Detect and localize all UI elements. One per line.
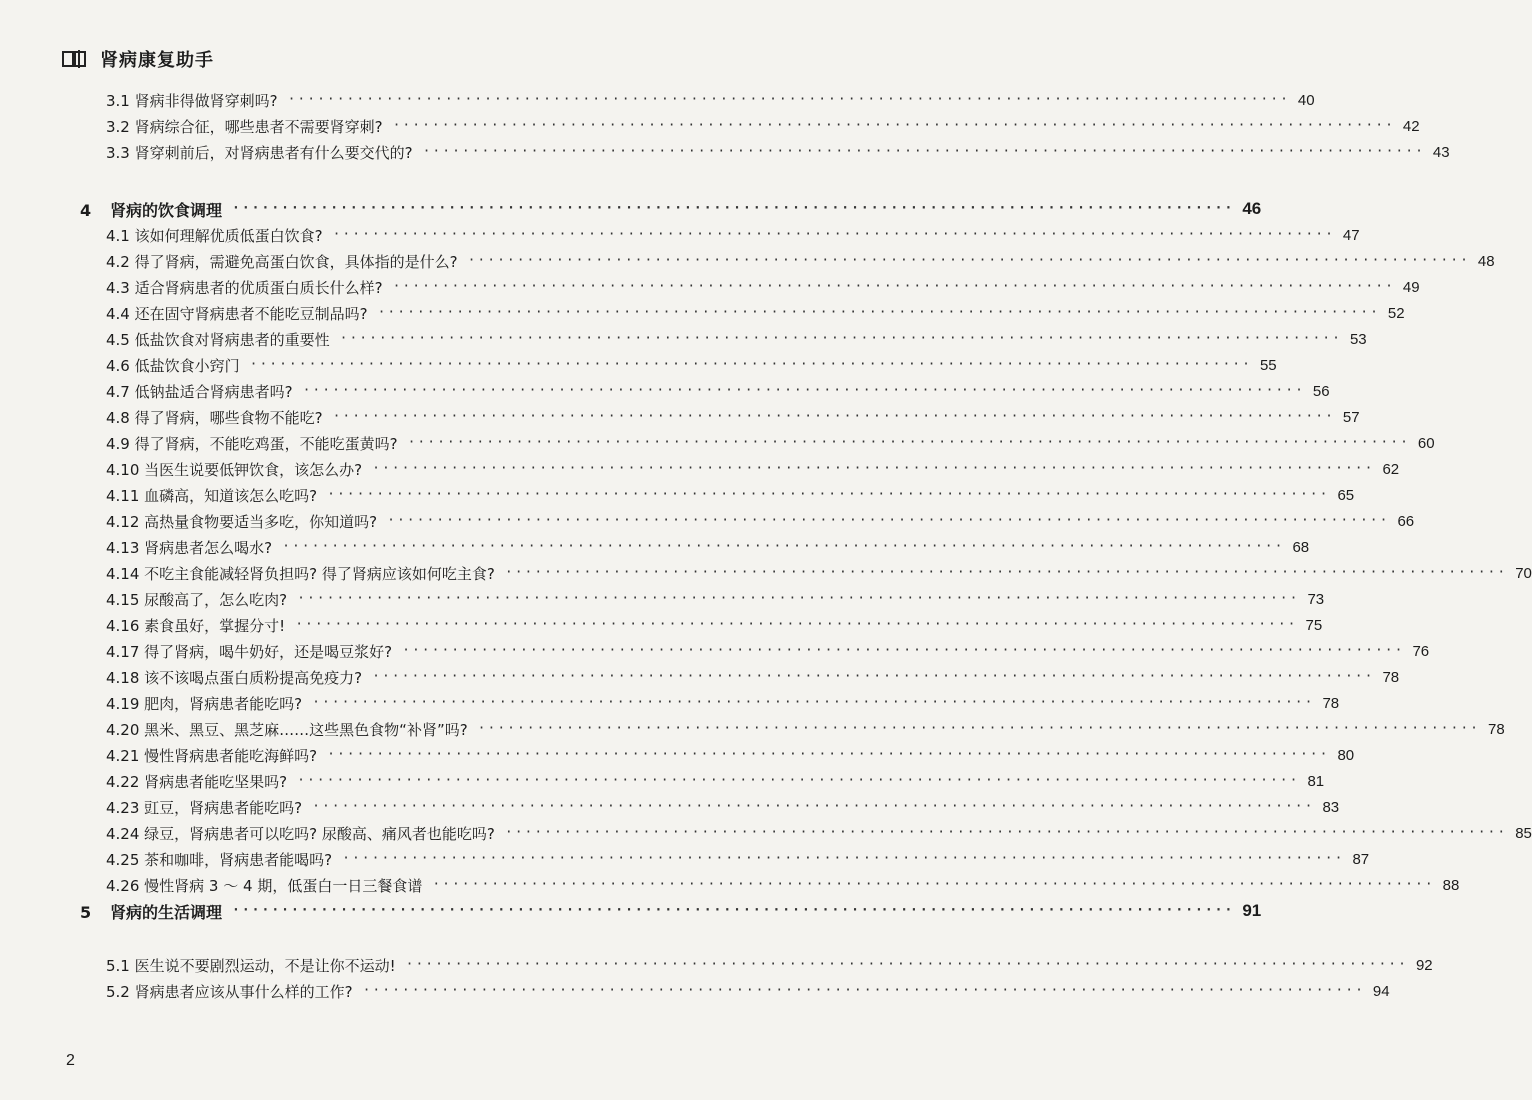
- dot-leader: ······································································································: [332, 227, 1335, 242]
- toc-chapter-row[interactable]: [0, 898, 1262, 924]
- toc-page-number: 57: [1342, 408, 1360, 426]
- toc-page-number: 52: [1387, 304, 1405, 322]
- toc-entry-row[interactable]: [0, 274, 1420, 300]
- dot-leader: ······································································································: [342, 851, 1345, 866]
- dot-leader: ······································································································: [432, 877, 1435, 892]
- toc-entry-row[interactable]: [0, 586, 1325, 612]
- book-logo-icon: [62, 49, 90, 69]
- toc-page-number: 92: [1415, 956, 1433, 974]
- toc-title: 4.13 肾病患者怎么喝水?: [106, 538, 273, 557]
- toc-entry-row[interactable]: [0, 326, 1367, 352]
- toc-title: 3.1 肾病非得做肾穿刺吗?: [106, 91, 278, 110]
- dot-leader: ······································································································: [327, 487, 1330, 502]
- toc-title: 4.12 高热量食物要适当多吃，你知道吗?: [106, 512, 378, 531]
- toc-title: 4.9 得了肾病，不能吃鸡蛋，不能吃蛋黄吗?: [106, 434, 398, 453]
- toc-title: 4.8 得了肾病，哪些食物不能吃?: [106, 408, 323, 427]
- dot-leader: ······································································································: [232, 201, 1235, 216]
- dot-leader: ······································································································: [372, 669, 1375, 684]
- toc-title: 4.25 茶和咖啡，肾病患者能喝吗?: [106, 850, 333, 869]
- toc-title: 4.17 得了肾病，喝牛奶好，还是喝豆浆好?: [106, 642, 393, 661]
- toc-entry-row[interactable]: [0, 638, 1430, 664]
- toc-title: 4.26 慢性肾病 3 ～ 4 期，低蛋白一日三餐食谱: [106, 876, 423, 895]
- dot-leader: ······································································································: [402, 643, 1405, 658]
- toc-page-number: 47: [1342, 226, 1360, 244]
- dot-leader: ······································································································: [232, 903, 1235, 918]
- toc-entry-row[interactable]: [0, 352, 1277, 378]
- toc-page-number: 60: [1417, 434, 1435, 452]
- toc-page-number: 88: [1442, 876, 1460, 894]
- toc-page-number: 83: [1322, 798, 1340, 816]
- toc-page-number: 78: [1322, 694, 1340, 712]
- toc-title: 4.22 肾病患者能吃坚果吗?: [106, 772, 288, 791]
- toc-title: 4.16 素食虽好，掌握分寸!: [106, 616, 286, 635]
- dot-leader: ······································································································: [295, 617, 1298, 632]
- toc-page-number: 43: [1432, 143, 1450, 161]
- toc-page-number: 91: [1242, 901, 1262, 920]
- toc-title: 4.3 适合肾病患者的优质蛋白质长什么样?: [106, 278, 383, 297]
- dot-leader: ······································································································: [312, 695, 1315, 710]
- toc-page-number: 78: [1488, 720, 1505, 738]
- toc-entry-row[interactable]: [0, 378, 1330, 404]
- dot-leader: ······································································································: [387, 513, 1390, 528]
- toc-entry-row[interactable]: [0, 716, 1505, 742]
- toc-title: 4.2 得了肾病，需避免高蛋白饮食，具体指的是什么?: [106, 252, 458, 271]
- toc-title: 4.24 绿豆，肾病患者可以吃吗? 尿酸高、痛风者也能吃吗?: [106, 824, 495, 843]
- toc-page-number: 87: [1352, 850, 1370, 868]
- toc-entry-row[interactable]: [0, 456, 1400, 482]
- toc-entry-row[interactable]: [0, 872, 1460, 898]
- toc-page-number: 78: [1382, 668, 1400, 686]
- toc-title: 4.7 低钠盐适合肾病患者吗?: [106, 382, 293, 401]
- dot-leader: ······································································································: [392, 279, 1395, 294]
- toc-title: 4.14 不吃主食能减轻肾负担吗? 得了肾病应该如何吃主食?: [106, 564, 495, 583]
- toc-page-number: 80: [1337, 746, 1355, 764]
- dot-leader: ······································································································: [339, 331, 1342, 346]
- toc-entry-row[interactable]: [0, 664, 1400, 690]
- toc-entry-row[interactable]: [0, 139, 1450, 165]
- dot-leader: ······································································································: [504, 825, 1508, 840]
- dot-leader: ······································································································: [362, 983, 1365, 998]
- toc-entry-row[interactable]: [0, 978, 1390, 1004]
- toc-entry-row[interactable]: [0, 768, 1325, 794]
- toc-page-number: 48: [1477, 252, 1495, 270]
- dot-leader: ······································································································: [372, 461, 1375, 476]
- chapter-number: 4: [80, 200, 92, 220]
- toc-page-number: 81: [1307, 772, 1325, 790]
- dot-leader: ······································································································: [392, 118, 1395, 133]
- toc-entry-row[interactable]: [0, 482, 1355, 508]
- toc-page-number: 42: [1402, 117, 1420, 135]
- toc-title: 5.1 医生说不要剧烈运动，不是让你不运动!: [106, 956, 396, 975]
- toc-entry-row[interactable]: [0, 846, 1370, 872]
- dot-leader: ······································································································: [282, 539, 1285, 554]
- toc-page-number: 65: [1337, 486, 1355, 504]
- dot-leader: ······································································································: [297, 591, 1300, 606]
- toc-title: 3.3 肾穿刺前后，对肾病患者有什么要交代的?: [106, 143, 413, 162]
- toc-title: 4.18 该不该喝点蛋白质粉提高免疫力?: [106, 668, 363, 687]
- toc-title: 3.2 肾病综合征，哪些患者不需要肾穿刺?: [106, 117, 383, 136]
- toc-entry-row[interactable]: [0, 300, 1405, 326]
- dot-leader: ······································································································: [422, 144, 1425, 159]
- dot-leader: ······································································································: [477, 721, 1480, 736]
- dot-leader: ······································································································: [377, 305, 1380, 320]
- toc-page-number: 85: [1515, 824, 1532, 842]
- dot-leader: ······································································································: [312, 799, 1315, 814]
- toc-title: 4.19 肥肉，肾病患者能吃吗?: [106, 694, 303, 713]
- header-title: 肾病康复助手: [100, 50, 214, 71]
- dot-leader: ······································································································: [504, 565, 1508, 580]
- chapter-title: 肾病的饮食调理: [110, 200, 223, 220]
- toc-title: 4.11 血磷高，知道该怎么吃吗?: [106, 486, 318, 505]
- toc-entry-row[interactable]: [0, 222, 1360, 248]
- toc-title: 4.23 豇豆，肾病患者能吃吗?: [106, 798, 303, 817]
- dot-leader: ······································································································: [407, 435, 1410, 450]
- toc-page-number: 73: [1307, 590, 1325, 608]
- toc-entry-row[interactable]: [0, 113, 1420, 139]
- toc-entry-row[interactable]: [0, 87, 1315, 113]
- toc-title: 4.1 该如何理解优质低蛋白饮食?: [106, 226, 323, 245]
- toc-entry-row[interactable]: [0, 952, 1433, 978]
- toc-entry-row[interactable]: [0, 430, 1435, 456]
- toc-title: [80, 198, 222, 221]
- chapter-title: 肾病的生活调理: [110, 902, 223, 922]
- dot-leader: ······································································································: [467, 253, 1470, 268]
- toc-page-number: 53: [1349, 330, 1367, 348]
- page-number: 2: [66, 1052, 75, 1069]
- toc-entry-row[interactable]: [0, 508, 1415, 534]
- toc-title: 4.20 黑米、黑豆、黑芝麻……这些黑色食物“补肾”吗?: [106, 720, 468, 739]
- toc-title: 4.15 尿酸高了，怎么吃肉?: [106, 590, 288, 609]
- toc-page-number: 70: [1515, 564, 1532, 582]
- dot-leader: ······································································································: [249, 357, 1252, 372]
- toc-page-number: 49: [1402, 278, 1420, 296]
- toc-page-number: 40: [1297, 91, 1315, 109]
- dot-leader: ······································································································: [287, 92, 1290, 107]
- toc-entry-row[interactable]: [0, 612, 1323, 638]
- toc-entry-row[interactable]: [0, 690, 1340, 716]
- dot-leader: ······································································································: [332, 409, 1335, 424]
- toc-entry-row[interactable]: [0, 534, 1310, 560]
- toc-page-number: 62: [1382, 460, 1400, 478]
- toc-title: 4.5 低盐饮食对肾病患者的重要性: [106, 330, 330, 349]
- toc-title: 4.6 低盐饮食小窍门: [106, 356, 240, 375]
- toc-page-number: 66: [1397, 512, 1415, 530]
- toc-entry-row[interactable]: [0, 742, 1355, 768]
- toc-page-number: 68: [1292, 538, 1310, 556]
- chapter-number: 5: [80, 902, 92, 922]
- toc-title: 4.21 慢性肾病患者能吃海鲜吗?: [106, 746, 318, 765]
- toc-page-number: 94: [1372, 982, 1390, 1000]
- running-header: [62, 46, 214, 72]
- toc-page-number: 56: [1312, 382, 1330, 400]
- dot-leader: ······································································································: [405, 957, 1408, 972]
- toc-chapter-row[interactable]: [0, 196, 1262, 222]
- dot-leader: ······································································································: [302, 383, 1305, 398]
- dot-leader: ······································································································: [327, 747, 1330, 762]
- toc-entry-row[interactable]: [0, 820, 1532, 846]
- toc-entry-row[interactable]: [0, 404, 1360, 430]
- toc-page-number: 55: [1259, 356, 1277, 374]
- toc-page-number: 46: [1242, 199, 1262, 218]
- toc-page-number: 75: [1305, 616, 1323, 634]
- toc-entry-row[interactable]: [0, 248, 1495, 274]
- toc-title: 4.10 当医生说要低钾饮食，该怎么办?: [106, 460, 363, 479]
- toc-entry-row[interactable]: [0, 794, 1340, 820]
- toc-page-number: 76: [1412, 642, 1430, 660]
- toc-title: 4.4 还在固守肾病患者不能吃豆制品吗?: [106, 304, 368, 323]
- toc-title: [80, 900, 222, 923]
- dot-leader: ······································································································: [297, 773, 1300, 788]
- toc-title: 5.2 肾病患者应该从事什么样的工作?: [106, 982, 353, 1001]
- toc-entry-row[interactable]: [0, 560, 1532, 586]
